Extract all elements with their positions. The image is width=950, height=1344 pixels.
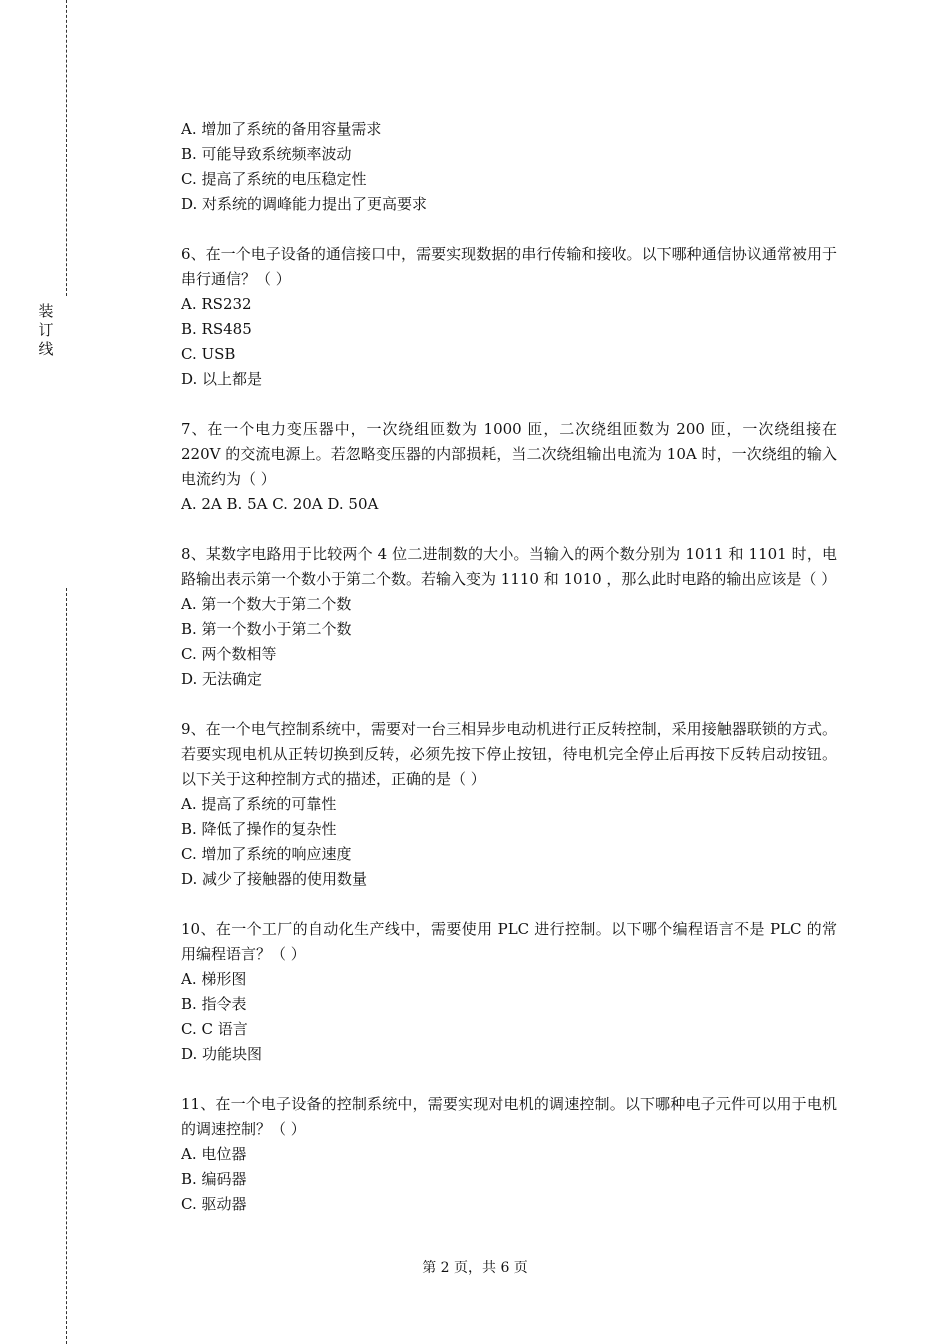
question-stem: 9、在一个电气控制系统中，需要对一台三相异步电动机进行正反转控制，采用接触器联锁的方式。若要实现电机从正转切换到反转，必须先按下停止按钮，待电机完全停止后再按下反转启动按钮。以下关于这种控制方式的描述，正确的是（ ） <box>181 720 837 788</box>
binding-line-bottom <box>66 588 67 1344</box>
binding-label <box>36 302 56 359</box>
page-footer: 第 2 页，共 6 页 <box>422 1260 528 1276</box>
question-stem: 6、在一个电子设备的通信接口中，需要实现数据的串行传输和接收。以下哪种通信协议通常被用于串行通信？（ ） <box>181 245 837 288</box>
option-c: C. 增加了系统的响应速度 <box>181 845 352 863</box>
option-a: A. 提高了系统的可靠性 <box>181 795 337 813</box>
question-6 <box>181 242 837 392</box>
question-9 <box>181 717 837 892</box>
option-a: A. 梯形图 <box>181 970 247 988</box>
option-b: B. 第一个数小于第二个数 <box>181 620 352 638</box>
option-d: D. 以上都是 <box>181 370 263 388</box>
option-a: A. 电位器 <box>181 1145 247 1163</box>
option-c: C. 两个数相等 <box>181 645 277 663</box>
exam-content <box>181 117 837 1217</box>
binding-line-top <box>66 0 67 296</box>
binding-label-char: 订 <box>38 321 54 339</box>
option-b: B. 可能导致系统频率波动 <box>181 145 352 163</box>
binding-label-char: 线 <box>38 340 54 358</box>
option-c: C. 提高了系统的电压稳定性 <box>181 170 367 188</box>
question-stem: 7、在一个电力变压器中，一次绕组匝数为 1000 匝，二次绕组匝数为 200 匝，一次绕组接在 220V 的交流电源上。若忽略变压器的内部损耗，当二次绕组输出电流为 10A 时，一次绕组的输入电流约为（ ） <box>181 420 837 488</box>
question-7 <box>181 417 837 517</box>
question-stem: 11、在一个电子设备的控制系统中，需要实现对电机的调速控制。以下哪种电子元件可以用于电机的调速控制？（ ） <box>181 1095 837 1138</box>
option-c: C. USB <box>181 345 236 363</box>
option-c: C. 驱动器 <box>181 1195 247 1213</box>
option-d: D. 对系统的调峰能力提出了更高要求 <box>181 195 428 213</box>
question-stem: 8、某数字电路用于比较两个 4 位二进制数的大小。当输入的两个数分别为 1011 和 1101 时，电路输出表示第一个数小于第二个数。若输入变为 1110 和 1010 ，那么此时电路的输出应该是（ ） <box>181 545 837 588</box>
question-stem: 10、在一个工厂的自动化生产线中，需要使用 PLC 进行控制。以下哪个编程语言不是 PLC 的常用编程语言？（ ） <box>181 920 837 963</box>
binding-label-char: 装 <box>38 302 54 320</box>
option-b: B. RS485 <box>181 320 252 338</box>
question-10 <box>181 917 837 1067</box>
option-d: D. 减少了接触器的使用数量 <box>181 870 368 888</box>
question-5-options <box>181 117 837 217</box>
option-a: A. RS232 <box>181 295 252 313</box>
question-11 <box>181 1092 837 1217</box>
option-b: B. 指令表 <box>181 995 247 1013</box>
options-inline: A. 2A B. 5A C. 20A D. 50A <box>181 495 379 513</box>
option-d: D. 无法确定 <box>181 670 263 688</box>
question-8 <box>181 542 837 692</box>
option-b: B. 降低了操作的复杂性 <box>181 820 337 838</box>
option-d: D. 功能块图 <box>181 1045 263 1063</box>
option-c: C. C 语言 <box>181 1020 248 1038</box>
option-b: B. 编码器 <box>181 1170 247 1188</box>
option-a: A. 第一个数大于第二个数 <box>181 595 352 613</box>
option-a: A. 增加了系统的备用容量需求 <box>181 120 382 138</box>
